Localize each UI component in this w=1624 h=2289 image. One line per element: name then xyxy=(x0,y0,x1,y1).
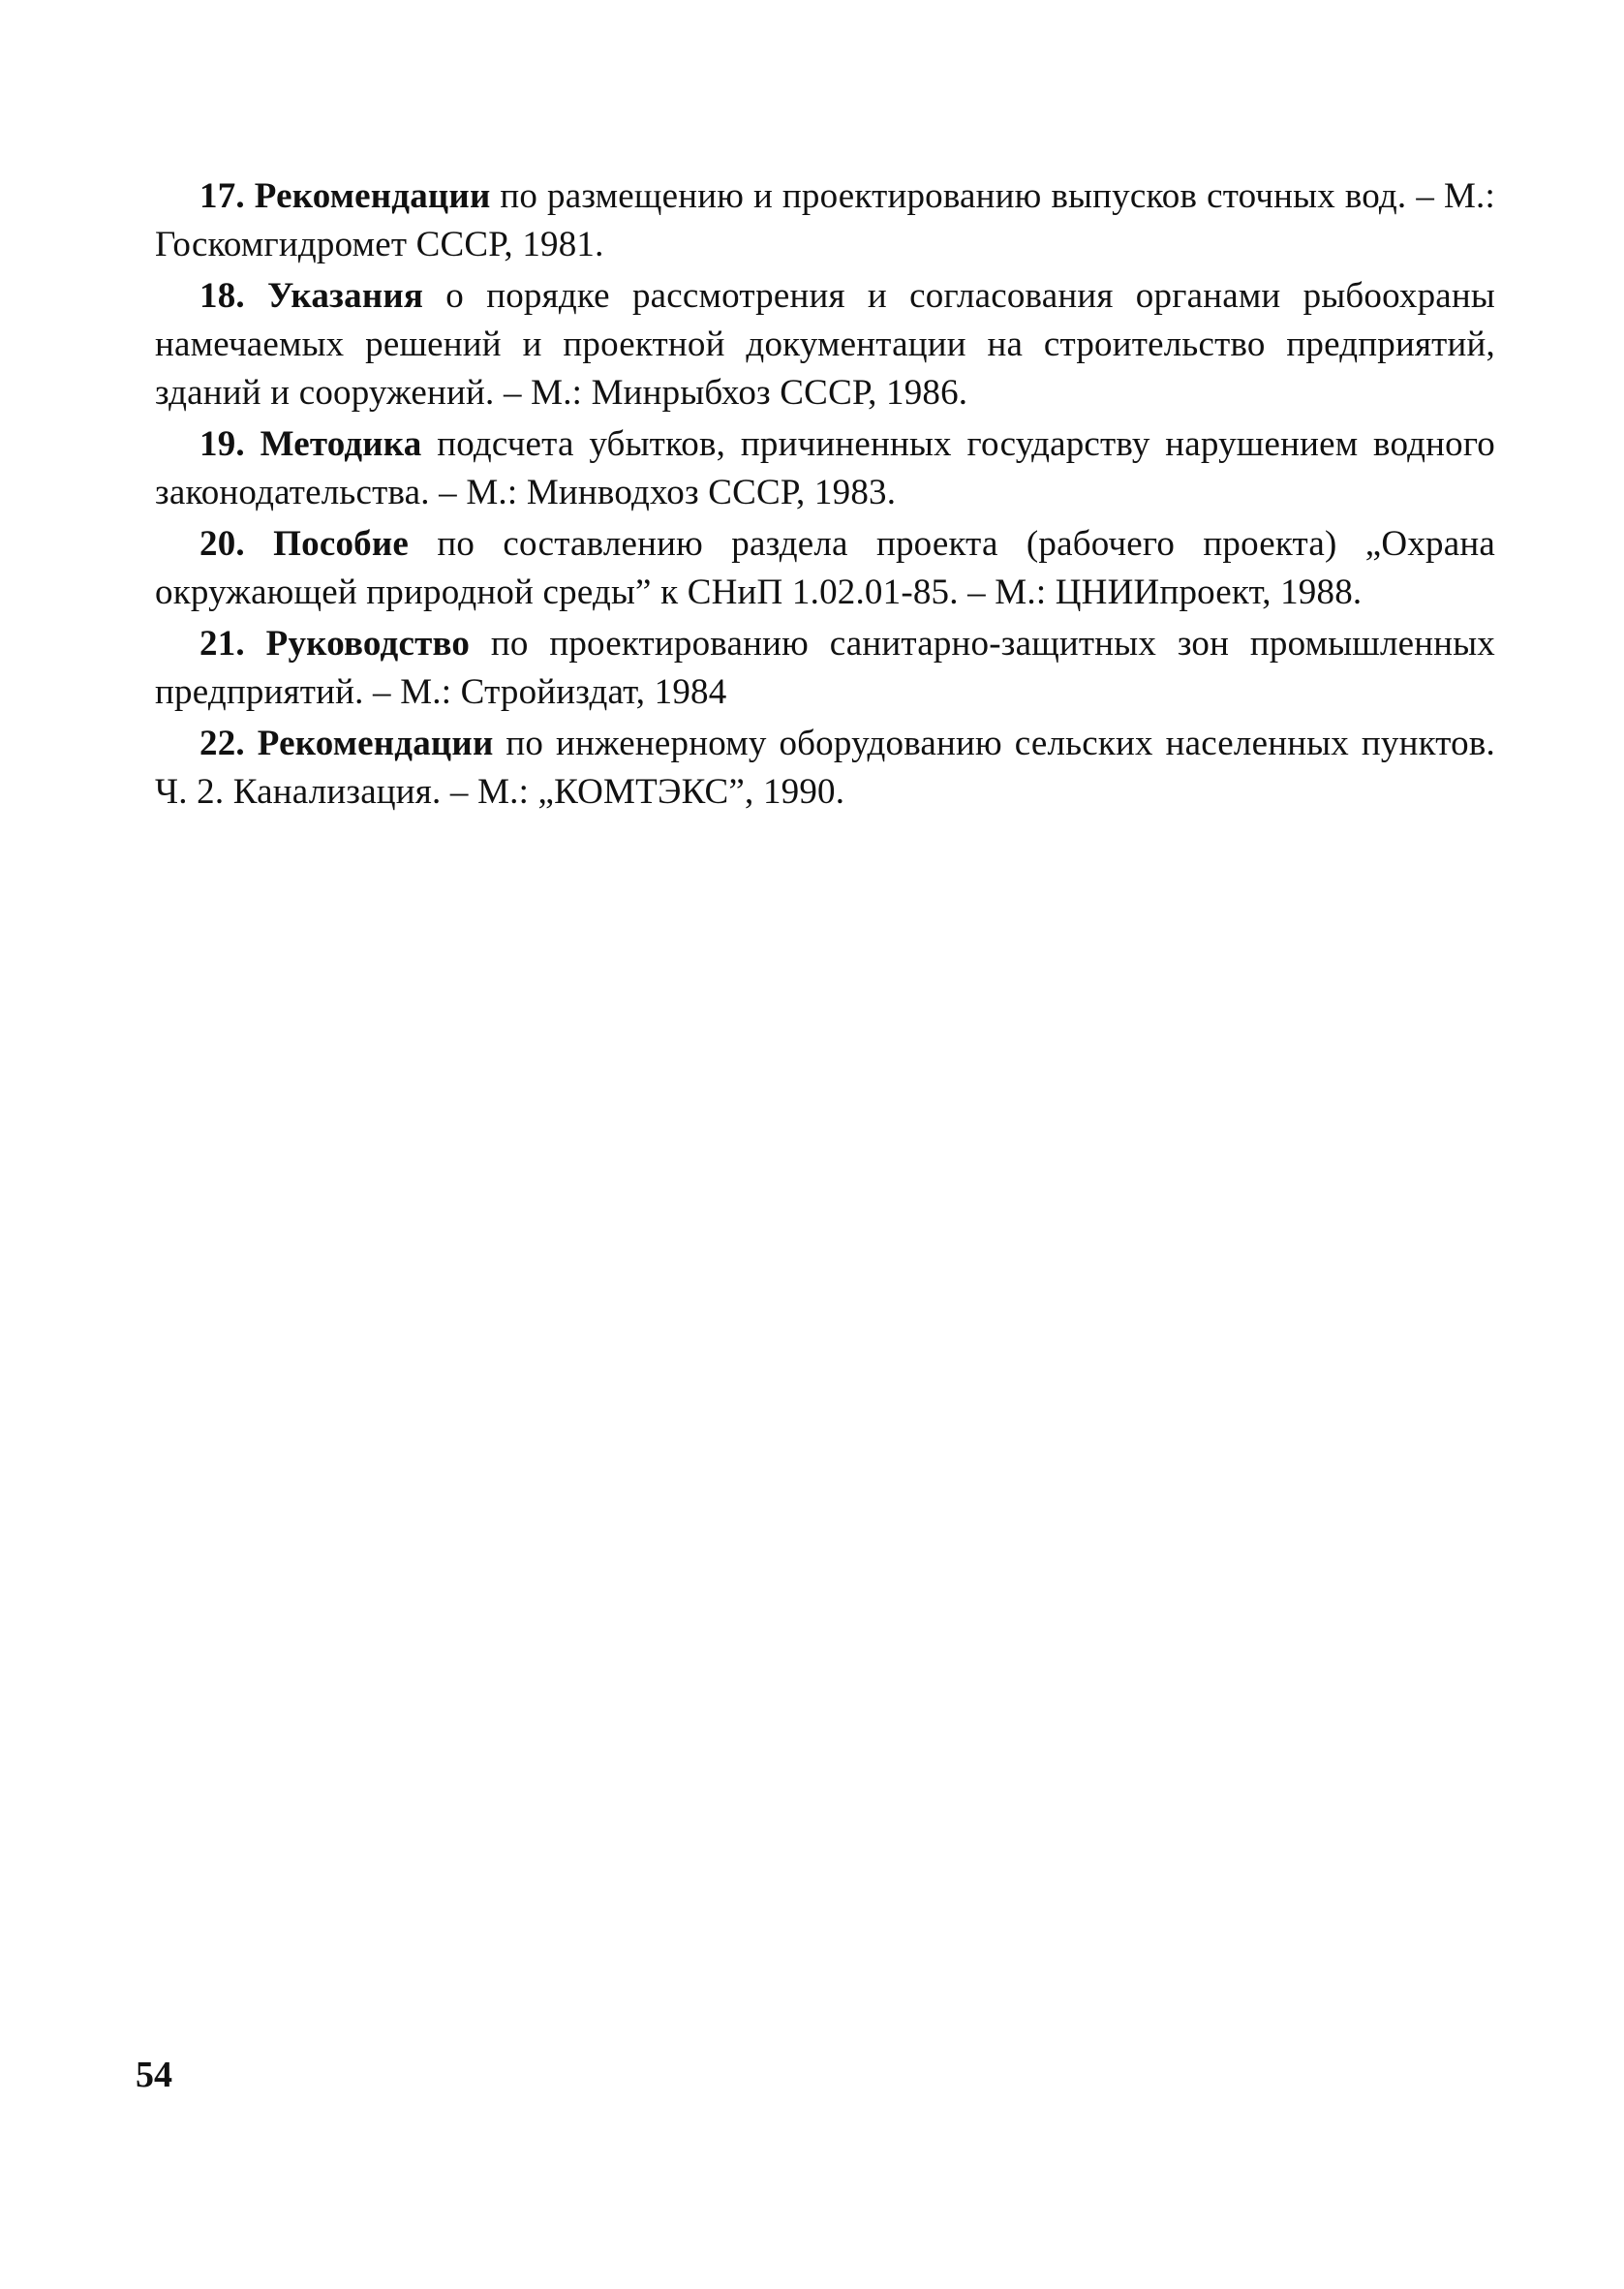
reference-number: 19. xyxy=(199,424,245,464)
reference-text: по составлению раздела проекта (рабочего проекта) „Охрана окружающей природной среды” к СНиП 1.02.01-85. – М.: ЦНИИпроект, 1988. xyxy=(155,524,1495,612)
reference-item xyxy=(155,720,1495,817)
reference-number: 18. xyxy=(199,276,245,316)
reference-text: подсчета убытков, причиненных государству нарушением водного законодательства. – М.: Минводхоз СССР, 1983. xyxy=(155,424,1495,512)
reference-number: 22. xyxy=(199,724,245,763)
reference-lead-word: Методика xyxy=(260,424,422,464)
page-number: 54 xyxy=(136,2055,172,2095)
reference-lead-word: Рекомендации xyxy=(257,724,494,763)
reference-item xyxy=(155,272,1495,418)
reference-lead-word: Руководство xyxy=(265,624,471,664)
reference-lead-word: Указания xyxy=(267,276,424,316)
reference-item xyxy=(155,420,1495,517)
reference-lead-word: Рекомендации xyxy=(254,176,491,216)
reference-text: по инженерному оборудованию сельских населенных пунктов. Ч. 2. Канализация. – М.: „КОМТЭКС”, 1990. xyxy=(155,724,1495,812)
reference-number: 20. xyxy=(199,524,245,564)
reference-text: о порядке рассмотрения и согласования органами рыбоохраны намечаемых решений и проектной документации на строительство предприятий, зданий и сооружений. – М.: Минрыбхоз СССР, 1986. xyxy=(155,276,1495,413)
reference-list xyxy=(155,172,1495,820)
reference-item xyxy=(155,172,1495,269)
reference-text: по проектированию санитарно-защитных зон промышленных предприятий. – М.: Стройиздат, 1984 xyxy=(155,624,1496,712)
reference-item xyxy=(155,620,1495,717)
reference-number: 17. xyxy=(199,176,245,216)
reference-lead-word: Пособие xyxy=(273,524,410,564)
reference-number: 21. xyxy=(199,624,245,664)
reference-text: по размещению и проектированию выпусков сточных вод. – М.: Госкомгидромет СССР, 1981. xyxy=(155,176,1495,264)
reference-item xyxy=(155,520,1495,617)
